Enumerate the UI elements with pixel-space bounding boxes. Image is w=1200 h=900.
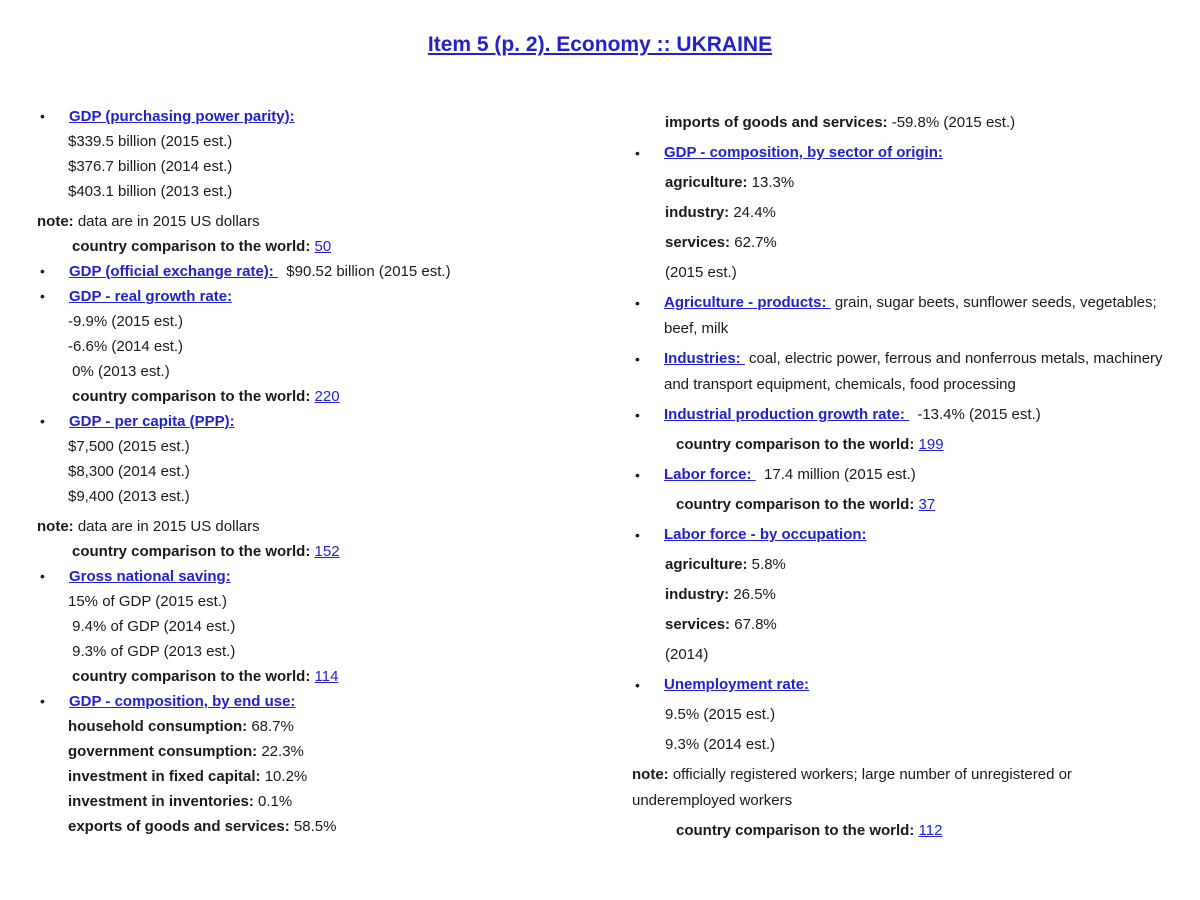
labeled-value-line [35, 764, 600, 789]
bullet-item [35, 284, 600, 309]
bullet-item [630, 140, 1170, 166]
labeled-value-line [630, 200, 1170, 226]
bullet-icon: • [40, 693, 45, 709]
note-label: note: [37, 518, 74, 535]
field-label: government consumption: [68, 743, 258, 760]
value-line [35, 154, 600, 179]
topic-heading-link[interactable]: GDP - composition, by sector of origin: [664, 144, 943, 161]
field-label: imports of goods and services: [665, 114, 888, 131]
field-value: 62.7% [730, 234, 777, 251]
field-value: 24.4% [729, 204, 776, 221]
country-comparison-line [35, 664, 600, 689]
labeled-value-line [630, 230, 1170, 256]
field-value: -59.8% (2015 est.) [887, 114, 1016, 131]
field-label: household consumption: [68, 718, 248, 735]
field-label: agriculture: [665, 556, 748, 573]
field-value: 22.3% [257, 743, 304, 760]
value-text: 15% of GDP (2015 est.) [68, 593, 227, 610]
value-line [35, 129, 600, 154]
bullet-item [630, 522, 1170, 548]
bullet-item [630, 346, 1170, 398]
left-column [35, 104, 600, 839]
field-label: investment in fixed capital: [68, 768, 261, 785]
bullet-icon: • [635, 407, 640, 423]
topic-heading-link[interactable]: Industrial production growth rate: [664, 406, 909, 423]
country-rank-link[interactable]: 152 [314, 543, 340, 560]
bullet-icon: • [40, 108, 45, 124]
note-text: data are in 2015 US dollars [73, 213, 260, 230]
slide-title-text: Item 5 (p. 2). Economy :: UKRAINE [427, 33, 773, 56]
field-value: 5.8% [747, 556, 786, 573]
bullet-icon: • [635, 527, 640, 543]
value-text: 9.3% (2014 est.) [665, 736, 776, 753]
right-column [630, 110, 1170, 848]
bullet-item [35, 564, 600, 589]
value-line [35, 334, 600, 359]
labeled-value-line [35, 814, 600, 839]
topic-heading-link[interactable]: GDP (purchasing power parity): [69, 108, 295, 125]
field-label: agriculture: [665, 174, 748, 191]
country-rank-link[interactable]: 114 [314, 668, 339, 685]
bullet-item [35, 259, 600, 284]
bullet-icon: • [40, 263, 45, 279]
country-comparison-label: country comparison to the world: [72, 543, 315, 560]
bullet-item [630, 290, 1170, 342]
value-line [630, 260, 1170, 286]
note-line [35, 209, 600, 234]
labeled-value-line [35, 714, 600, 739]
topic-heading-link[interactable]: GDP - real growth rate: [69, 288, 233, 305]
field-value: 0.1% [253, 793, 293, 810]
value-line [630, 642, 1170, 668]
value-text: 9.4% of GDP (2014 est.) [68, 618, 236, 635]
field-label: services: [665, 616, 731, 633]
bullet-icon: • [635, 467, 640, 483]
country-rank-link[interactable]: 50 [314, 238, 332, 255]
bullet-item [35, 409, 600, 434]
topic-inline-value: coal, electric power, ferrous and nonferrous metals, machinery and transport equipment, chemicals, food processing [664, 350, 1167, 393]
note-label: note: [632, 766, 669, 783]
bullet-item [35, 689, 600, 714]
bullet-icon: • [40, 413, 45, 429]
note-label: note: [37, 213, 74, 230]
value-text: (2015 est.) [665, 264, 737, 281]
field-value: 58.5% [289, 818, 337, 835]
country-rank-link[interactable]: 199 [918, 436, 944, 453]
value-text: -9.9% (2015 est.) [68, 313, 184, 330]
topic-inline-value: -13.4% (2015 est.) [909, 406, 1041, 423]
labeled-value-line [630, 552, 1170, 578]
value-line [35, 309, 600, 334]
topic-heading-link[interactable]: Industries: [664, 350, 745, 367]
value-text: 9.5% (2015 est.) [665, 706, 776, 723]
labeled-value-line [35, 739, 600, 764]
field-value: 13.3% [747, 174, 795, 191]
slide-title [0, 33, 1200, 57]
value-text: 0% (2013 est.) [68, 363, 170, 380]
field-label: industry: [665, 586, 730, 603]
topic-heading-link[interactable]: GDP - per capita (PPP): [69, 413, 235, 430]
note-line [35, 514, 600, 539]
value-text: -6.6% (2014 est.) [68, 338, 184, 355]
value-text: $7,500 (2015 est.) [68, 438, 190, 455]
bullet-icon: • [635, 351, 640, 367]
field-label: industry: [665, 204, 730, 221]
country-comparison-line [630, 492, 1170, 518]
topic-heading-link[interactable]: Labor force - by occupation: [664, 526, 867, 543]
bullet-item [35, 104, 600, 129]
note-line [630, 762, 1170, 814]
country-rank-link[interactable]: 112 [918, 822, 943, 839]
country-comparison-label: country comparison to the world: [676, 822, 919, 839]
value-line [35, 434, 600, 459]
value-line [35, 639, 600, 664]
country-comparison-line [35, 384, 600, 409]
value-line [630, 732, 1170, 758]
value-text: $403.1 billion (2013 est.) [68, 183, 233, 200]
bullet-icon: • [40, 568, 45, 584]
topic-heading-link[interactable]: Agriculture - products: [664, 294, 831, 311]
bullet-icon: • [635, 295, 640, 311]
labeled-value-line [630, 582, 1170, 608]
field-value: 67.8% [730, 616, 777, 633]
value-line [35, 484, 600, 509]
country-comparison-line [630, 432, 1170, 458]
field-value: 26.5% [729, 586, 776, 603]
topic-heading-link[interactable]: GDP (official exchange rate): [69, 263, 278, 280]
country-comparison-line [630, 818, 1170, 844]
value-line [35, 179, 600, 204]
topic-inline-value: grain, sugar beets, sunflower seeds, vegetables; beef, milk [664, 294, 1161, 337]
value-text: $376.7 billion (2014 est.) [68, 158, 233, 175]
topic-heading-link[interactable]: Unemployment rate: [664, 676, 810, 693]
topic-heading-link[interactable]: Gross national saving: [69, 568, 231, 585]
value-line [35, 359, 600, 384]
labeled-value-line [35, 789, 600, 814]
value-text: $339.5 billion (2015 est.) [68, 133, 233, 150]
bullet-icon: • [635, 677, 640, 693]
note-text: officially registered workers; large number of unregistered or underemployed workers [632, 766, 1077, 809]
field-value: 10.2% [260, 768, 308, 785]
bullet-item [630, 402, 1170, 428]
value-line [35, 614, 600, 639]
country-comparison-label: country comparison to the world: [72, 238, 315, 255]
value-text: $9,400 (2013 est.) [68, 488, 190, 505]
country-comparison-label: country comparison to the world: [72, 388, 315, 405]
value-line [35, 459, 600, 484]
country-comparison-line [35, 539, 600, 564]
value-text: (2014) [665, 646, 709, 663]
note-text: data are in 2015 US dollars [73, 518, 260, 535]
value-text: $8,300 (2014 est.) [68, 463, 190, 480]
field-label: investment in inventories: [68, 793, 254, 810]
value-line [35, 589, 600, 614]
value-text: 9.3% of GDP (2013 est.) [68, 643, 236, 660]
field-label: services: [665, 234, 731, 251]
country-comparison-label: country comparison to the world: [72, 668, 315, 685]
country-comparison-line [35, 234, 600, 259]
bullet-icon: • [40, 288, 45, 304]
bullet-icon: • [635, 145, 640, 161]
labeled-value-line [630, 170, 1170, 196]
topic-inline-value: $90.52 billion (2015 est.) [277, 263, 451, 280]
bullet-item [630, 462, 1170, 488]
topic-heading-link[interactable]: Labor force: [664, 466, 756, 483]
country-rank-link[interactable]: 37 [918, 496, 936, 513]
country-rank-link[interactable]: 220 [314, 388, 340, 405]
topic-inline-value: 17.4 million (2015 est.) [755, 466, 916, 483]
labeled-value-line [630, 110, 1170, 136]
bullet-item [630, 672, 1170, 698]
field-label: exports of goods and services: [68, 818, 290, 835]
value-line [630, 702, 1170, 728]
topic-heading-link[interactable]: GDP - composition, by end use: [69, 693, 296, 710]
labeled-value-line [630, 612, 1170, 638]
country-comparison-label: country comparison to the world: [676, 496, 919, 513]
field-value: 68.7% [247, 718, 294, 735]
country-comparison-label: country comparison to the world: [676, 436, 919, 453]
